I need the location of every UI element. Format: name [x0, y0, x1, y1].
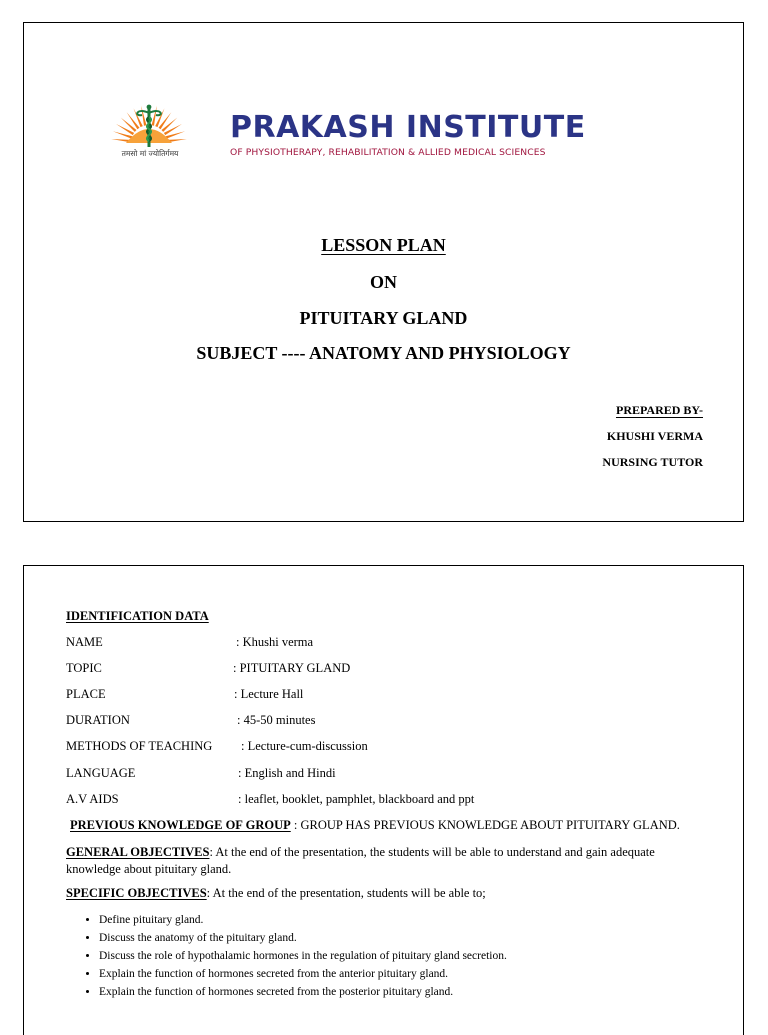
previous-knowledge: [70, 818, 680, 833]
topic-title: PITUITARY GLAND: [299, 308, 468, 328]
prepared-by-label: PREPARED BY-: [615, 403, 703, 417]
institute-tagline: OF PHYSIOTHERAPY, REHABILITATION & ALLIED MEDICAL SCIENCES: [230, 147, 546, 158]
cover-page: [23, 22, 744, 522]
previous-knowledge-text: : GROUP HAS PREVIOUS KNOWLEDGE ABOUT PITUITARY GLAND.: [290, 818, 680, 832]
subject-title: SUBJECT ---- ANATOMY AND PHYSIOLOGY: [196, 343, 571, 363]
content-page: IDENTIFICATION DATA NAME : Khushi verma TOPIC : PITUITARY GLAND PLACE : Lecture Hall DURATION : 45-50 minutes METHODS OF TEACHING : Lecture-cum-discussion LANGUAGE : English and Hindi A.V AIDS : leaflet, booklet, pamphlet, blackboard and ppt PREVIOUS KNOWLEDGE OF GROUP : GROUP HAS PREVIOUS KNOWLEDGE ABOUT PITUITARY GLAND. GENERAL OBJECTIVES: At the end of the presentation, the students will be able to understand and gain adequate knowledge about pituitary gland. SPECIFIC OBJECTIVES: At the end of the presentation, students will be able to; • Define pituitary gland. • Discuss the anatomy of the pituitary gland. • Discuss the role of hypothalamic hormones in the regulation of pituitary gland secretion. • Explain the function of hormones secreted from the anterior pituitary gland. • Explain the function of hormones secreted from the posterior pituitary gland.: [23, 565, 744, 1035]
author-designation: NURSING TUTOR: [602, 455, 703, 469]
institute-motto: तमसो मां ज्योतिर्गमय: [121, 149, 179, 158]
list-item: • Explain the function of hormones secreted from the anterior pituitary gland.: [99, 965, 507, 983]
specific-objectives-list: [74, 911, 507, 1001]
list-item: • Define pituitary gland.: [99, 911, 507, 929]
list-item: • Explain the function of hormones secreted from the posterior pituitary gland.: [99, 983, 507, 1001]
list-item: • Discuss the anatomy of the pituitary gland.: [99, 929, 507, 947]
specific-objectives: [66, 886, 486, 901]
previous-knowledge-label: PREVIOUS KNOWLEDGE OF GROUP: [70, 818, 291, 832]
institute-logo: [96, 103, 686, 165]
specific-objectives-label: SPECIFIC OBJECTIVES: [66, 886, 207, 900]
general-objectives-text: : At the end of the presentation, the students will be able to understand and gain adequate knowledge about pituitary gland.: [66, 845, 655, 876]
general-objectives-label: GENERAL OBJECTIVES: [66, 845, 210, 859]
specific-objectives-text: : At the end of the presentation, students will be able to;: [206, 886, 486, 900]
list-item: • Discuss the role of hypothalamic hormones in the regulation of pituitary gland secretion.: [99, 947, 507, 965]
author-name: KHUSHI VERMA: [606, 429, 703, 443]
general-objectives: [66, 844, 706, 878]
sun-ray: [162, 118, 178, 132]
lesson-plan-title: LESSON PLAN: [321, 235, 446, 255]
sun-ray: [121, 118, 137, 132]
institute-name: PRAKASH INSTITUTE: [230, 110, 586, 145]
on-label: ON: [370, 272, 397, 292]
identification-heading: IDENTIFICATION DATA: [66, 609, 209, 623]
